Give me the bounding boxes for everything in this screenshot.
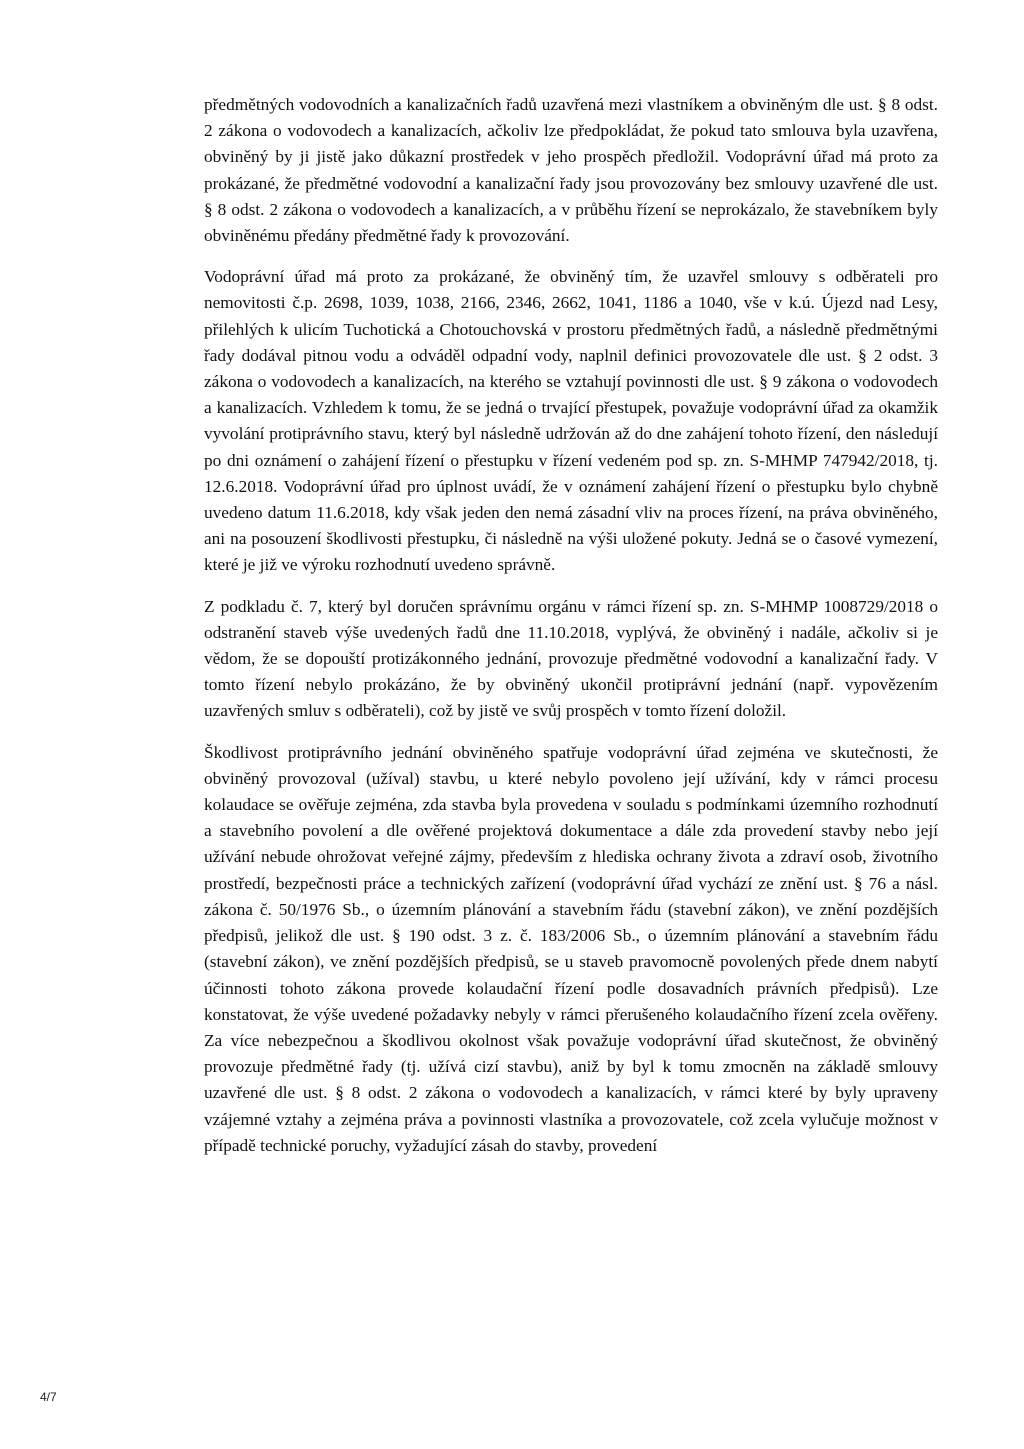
paragraph-evidence-7: Z podkladu č. 7, který byl doručen správnímu orgánu v rámci řízení sp. zn. S-MHMP 1008729/2018 o odstranění staveb výše uvedených řadů dne 11.10.2018, vyplývá, že obviněný i nadále, ačkoliv si je vědom, že se dopouští protizákonného jednání, provozuje předmětné vodovodní a kanalizační řady. V tomto řízení nebylo prokázáno, že by obviněný ukončil protiprávní jednání (např. vypovězením uzavřených smluv s odběrateli), což by jistě ve svůj prospěch v tomto řízení doložil. <box>204 596 938 721</box>
paragraph-harmfulness: Škodlivost protiprávního jednání obviněného spatřuje vodoprávní úřad zejména ve skutečnosti, že obviněný provozoval (užíval) stavbu, u které nebylo povoleno její užívání, kdy v rámci procesu kolaudace se ověřuje zejména, zda stavba byla provedena v souladu s podmínkami územního rozhodnutí a stavebního povolení a dle ověřené projektová dokumentace a dále zda provedení stavby nebo její užívání nebude ohrožovat veřejné zájmy, především z hlediska ochrany života a zdraví osob, životního prostředí, bezpečnosti práce a technických zařízení (vodoprávní úřad vychází ze znění ust. § 76 a násl. zákona č. 50/1976 Sb., o územním plánování a stavebním řádu (stavební zákon), ve znění pozdějších předpisů, jelikož dle ust. § 190 odst. 3 z. č. 183/2006 Sb., o územním plánování a stavebním řádu (stavební zákon), ve znění pozdějších předpisů, se u staveb pravomocně povolených přede dnem nabytí účinnosti tohoto zákona provede kolaudační řízení podle dosavadních právních předpisů). Lze konstatovat, že výše uvedené požadavky nebyly v rámci přerušeného kolaudačního řízení zcela ověřeny. Za více nebezpečnou a škodlivou okolnost však považuje vodoprávní úřad skutečnost, že obviněný provozuje předmětné řady (tj. užívá cizí stavbu), aniž by byl k tomu zmocněn na základě smlouvy uzavřené dle ust. § 8 odst. 2 zákona o vodovodech a kanalizacích, v rámci které by byly upraveny vzájemné vztahy a zejména práva a povinnosti vlastníka a provozovatele, což zcela vylučuje možnost v případě technické poruchy, vyžadující zásah do stavby, provedení <box>204 742 938 1155</box>
paragraph-contract-provision: předmětných vodovodních a kanalizačních řadů uzavřená mezi vlastníkem a obviněným dle ust. § 8 odst. 2 zákona o vodovodech a kanalizacích, ačkoliv lze předpokládat, že pokud tato smlouva byla uzavřena, obviněný by ji jistě jako důkazní prostředek v jeho prospěch předložil. Vodoprávní úřad má proto za prokázané, že předmětné vodovodní a kanalizační řady jsou provozovány bez smlouvy uzavřené dle ust. § 8 odst. 2 zákona o vodovodech a kanalizacích, a v průběhu řízení se neprokázalo, že stavebníkem byly obviněnému předány předmětné řady k provozování. <box>204 95 938 246</box>
page-number: 4/7 <box>40 1390 57 1404</box>
paragraph-operator-definition: Vodoprávní úřad má proto za prokázané, že obviněný tím, že uzavřel smlouvy s odběrateli pro nemovitosti č.p. 2698, 1039, 1038, 2166, 2346, 2662, 1041, 1186 a 1040, vše v k.ú. Újezd nad Lesy, přilehlých k ulicím Tuchotická a Chotouchovská v prostoru předmětných řadů, a následně předmětnými řady dodával pitnou vodu a odváděl odpadní vody, naplnil definici provozovatele dle ust. § 2 odst. 3 zákona o vodovodech a kanalizacích, na kterého se vztahují povinnosti dle ust. § 9 zákona o vodovodech a kanalizacích. Vzhledem k tomu, že se jedná o trvající přestupek, považuje vodoprávní úřad za okamžik vyvolání protiprávního stavu, který byl následně udržován až do dne zahájení tohoto řízení, den následují po dni oznámení o zahájení řízení o přestupku v řízení vedeném pod sp. zn. S-MHMP 747942/2018, tj. 12.6.2018. Vodoprávní úřad pro úplnost uvádí, že v oznámení zahájení řízení o přestupku bylo chybně uvedeno datum 11.6.2018, kdy však jeden den nemá zásadní vliv na proces řízení, na práva obviněného, ani na posouzení škodlivosti přestupku, či následně na výši uložené pokuty. Jedná se o časové vymezení, které je již ve výroku rozhodnutí uvedeno správně. <box>204 267 938 575</box>
document-body <box>204 92 938 1174</box>
